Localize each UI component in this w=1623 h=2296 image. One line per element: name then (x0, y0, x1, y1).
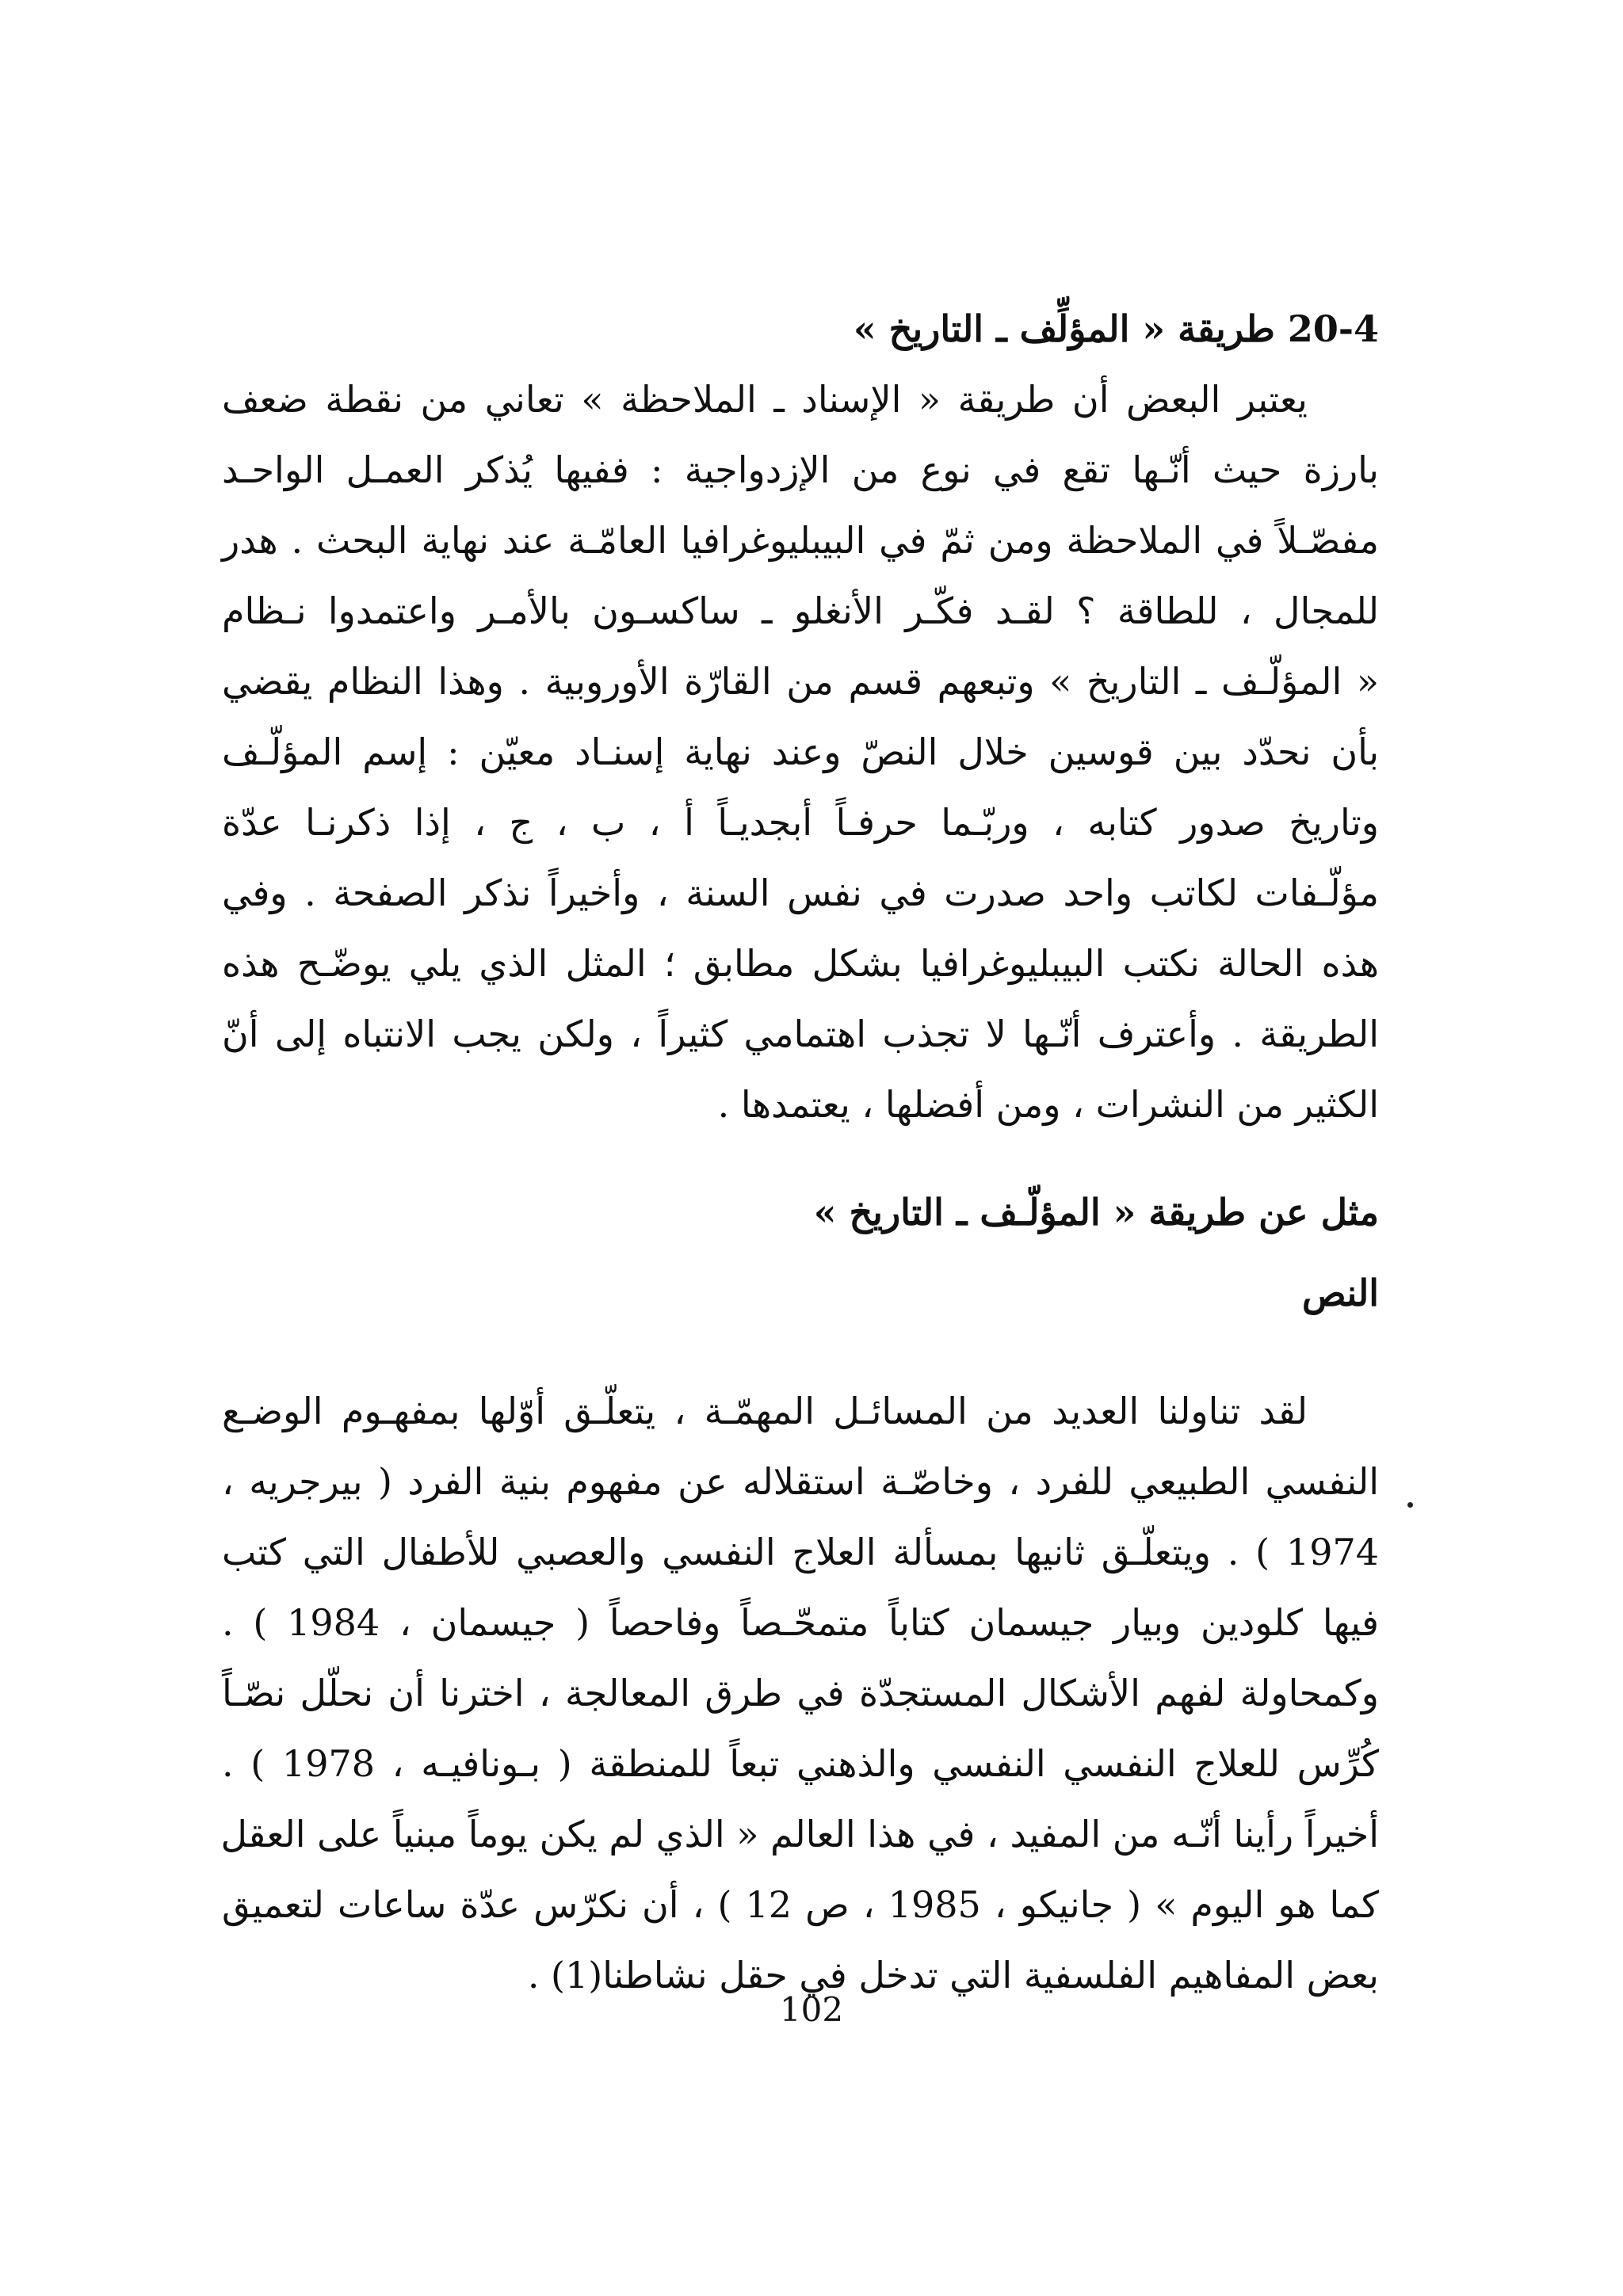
text-line: النفسي الطبيعي للفرد ، وخاصّـة استقلاله عن مفهوم بنية الفرد ( بيرجريه ، (222, 1460, 1379, 1503)
section-heading (222, 293, 1379, 364)
text-line: وكمحاولة لفهم الأشكال المستجدّة في طرق المعالجة ، اخترنا أن نحلّل نصّـاً (222, 1672, 1379, 1714)
intro-line: بارزة حيث أنّـها تقع في نوع من الإزدواجية : ففيها يُذكر العمـل الواحـد (222, 448, 1379, 491)
example-heading: مثل عن طريقة « المؤلّـف ـ التاريخ » (813, 1191, 1379, 1234)
intro-line: « المؤلّـف ـ التاريخ » وتبعهم قسم من القارّة الأوروبية . وهذا النظام يقضي (222, 660, 1379, 703)
intro-line: يعتبر البعض أن طريقة « الإسناد ـ الملاحظة » تعاني من نقطة ضعف (222, 378, 1308, 421)
section-title: طريقة « المؤلِّف ـ التاريخ » (853, 307, 1275, 350)
text-heading: النص (1301, 1272, 1379, 1314)
text-line: كُرِّس للعلاج النفسي النفسي والذهني تبعاً للمنطقة ( بـونافيـه ، 1978 ) . (222, 1742, 1379, 1785)
text-line: فيها كلودين وبيار جيسمان كتاباً متمحّـصاً وفاحصاً ( جيسمان ، 1984 ) . (222, 1601, 1380, 1644)
intro-line: هذه الحالة نكتب البيبليوغرافيا بشكل مطابق ؛ المثل الذي يلي يوضّـح هذه (222, 942, 1379, 985)
example-text-paragraph (222, 1376, 1379, 2011)
page-body (222, 293, 1379, 2011)
intro-line: وتاريخ صدور كتابه ، وربّـما حرفـاً أبجديـاً أ ، ب ، ج ، إذا ذكرنـا عدّة (222, 801, 1379, 844)
intro-line: الكثير من النشرات ، ومن أفضلها ، يعتمدها . (717, 1083, 1379, 1126)
text-line: بعض المفاهيم الفلسفية التي تدخل في حقل نشاطنا(1) . (527, 1954, 1379, 1997)
example-text-block (222, 1376, 1379, 2011)
page-number: 102 (779, 1990, 844, 2029)
intro-paragraph (222, 364, 1379, 1140)
intro-line: الطريقة . وأعترف أنّـها لا تجذب اهتمامي كثيراً ، ولكن يجب الانتباه إلى أنّ (222, 1013, 1379, 1055)
section-number: 20-4 (1287, 307, 1379, 350)
intro-line: مؤلّـفات لكاتب واحد صدرت في نفس السنة ، وأخيراً نذكر الصفحة . وفي (222, 871, 1379, 914)
intro-line: للمجال ، للطاقة ؟ لقـد فكّـر الأنغلو ـ ساكسـون بالأمـر واعتمدوا نـظام (222, 589, 1379, 632)
intro-line: مفصّـلاً في الملاحظة ومن ثمّ في البيبليوغرافيا العامّـة عند نهاية البحث . هدر (222, 519, 1379, 562)
text-line: كما هو اليوم » ( جانيكو ، 1985 ، ص 12 ) ، أن نكرّس عدّة ساعات لتعميق (222, 1883, 1379, 1926)
text-line: 1974 ) . ويتعلّـق ثانيها بمسألة العلاج النفسي والعصبي للأطفال التي كتب (222, 1531, 1379, 1573)
text-line: لقد تناولنا العديد من المسائـل المهمّـة ، يتعلّـق أوّلها بمفهـوم الوضـع (222, 1390, 1308, 1432)
intro-line: بأن نحدّد بين قوسين خلال النصّ وعند نهاية إسنـاد معيّن : إسم المؤلّـف (222, 730, 1379, 773)
scan-speck (1407, 1502, 1413, 1508)
text-line: أخيراً رأينا أنّـه من المفيد ، في هذا العالم « الذي لم يكن يوماً مبنياً على العقل (220, 1813, 1379, 1855)
